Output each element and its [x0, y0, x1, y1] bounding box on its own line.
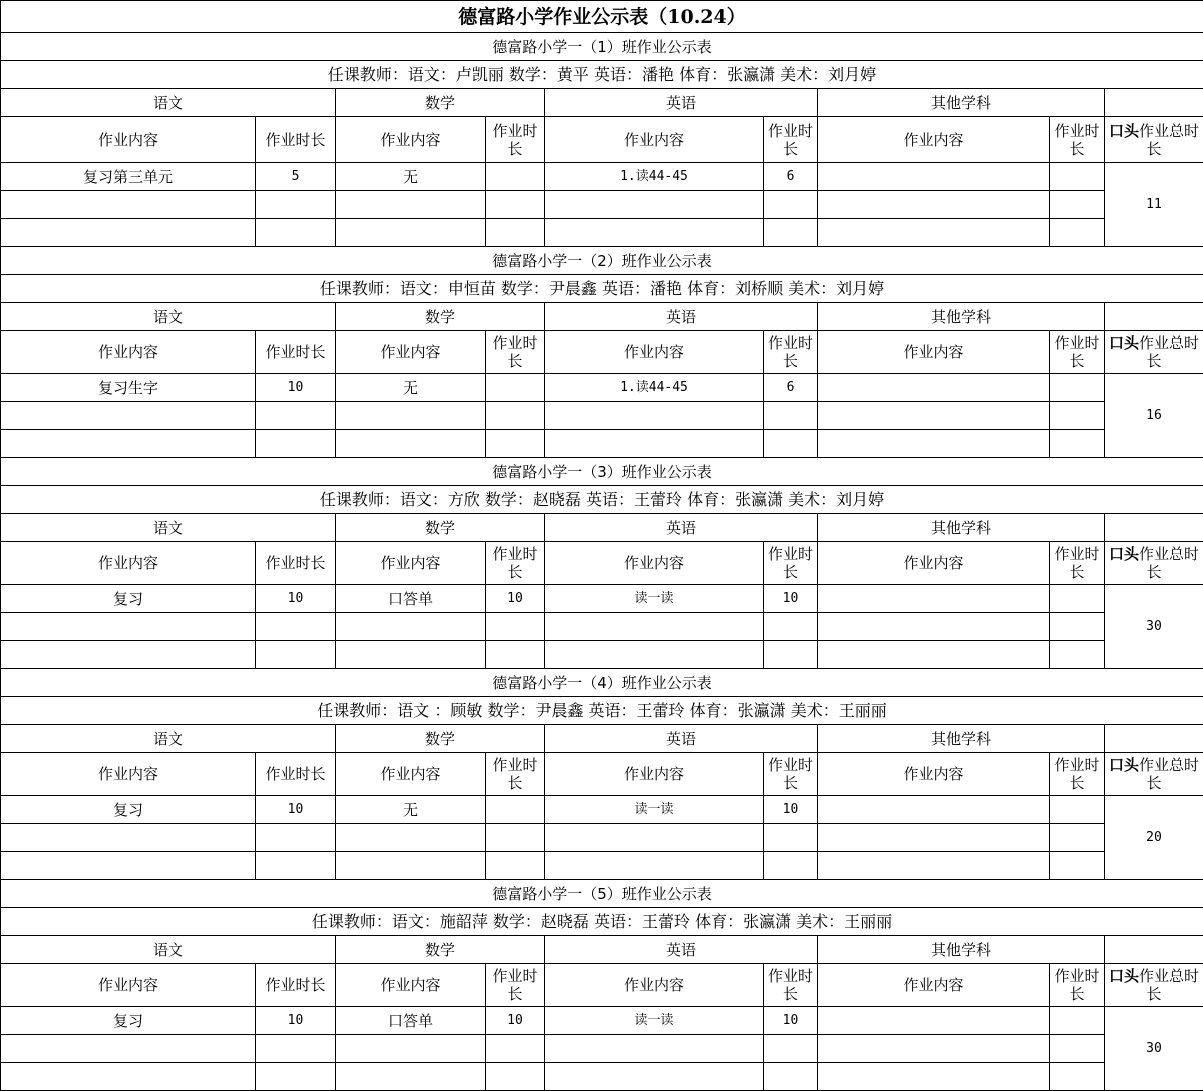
math-duration	[486, 163, 545, 191]
math-homework	[336, 824, 486, 852]
column-header-duration: 作业时长	[1050, 117, 1105, 163]
other-duration	[1050, 1007, 1105, 1035]
column-header-content: 作业内容	[336, 117, 486, 163]
column-header-duration: 作业时长	[486, 117, 545, 163]
english-homework	[545, 402, 764, 430]
chinese-duration: 10	[256, 796, 336, 824]
class-title: 德富路小学一（4）班作业公示表	[1, 669, 1203, 697]
math-duration	[486, 219, 545, 247]
english-homework	[545, 613, 764, 641]
english-homework	[545, 852, 764, 880]
column-header-duration: 作业时长	[486, 542, 545, 585]
english-homework	[545, 641, 764, 669]
chinese-homework	[1, 824, 256, 852]
column-header-oral-total	[1105, 542, 1203, 585]
oral-total-rest: 作业总时长	[1139, 122, 1199, 158]
other-duration	[1050, 430, 1105, 458]
subject-header-math: 数学	[336, 514, 545, 542]
column-header-duration: 作业时长	[764, 753, 818, 796]
math-duration	[486, 402, 545, 430]
other-homework	[818, 1035, 1050, 1063]
chinese-homework: 复习	[1, 585, 256, 613]
column-header-content: 作业内容	[818, 117, 1050, 163]
table-row	[1, 641, 1203, 669]
column-header-duration: 作业时长	[764, 331, 818, 374]
table-row	[1, 852, 1203, 880]
column-header-oral-total	[1105, 331, 1203, 374]
column-header-content: 作业内容	[1, 542, 256, 585]
math-duration	[486, 824, 545, 852]
chinese-duration: 5	[256, 163, 336, 191]
other-homework	[818, 1007, 1050, 1035]
math-duration	[486, 1063, 545, 1091]
chinese-homework	[1, 191, 256, 219]
math-duration	[486, 796, 545, 824]
subject-header-other: 其他学科	[818, 936, 1105, 964]
other-homework	[818, 796, 1050, 824]
table-row	[1, 1063, 1203, 1091]
oral-total-value: 20	[1105, 796, 1203, 880]
english-duration	[764, 191, 818, 219]
subject-header-blank	[1105, 514, 1203, 542]
english-homework	[545, 1063, 764, 1091]
column-header-content: 作业内容	[1, 964, 256, 1007]
chinese-homework: 复习生字	[1, 374, 256, 402]
oral-total-value: 11	[1105, 163, 1203, 247]
column-header-duration: 作业时长	[256, 542, 336, 585]
subject-header-other: 其他学科	[818, 303, 1105, 331]
english-homework: 1.读44-45	[545, 374, 764, 402]
math-homework	[336, 430, 486, 458]
chinese-duration	[256, 219, 336, 247]
math-duration	[486, 430, 545, 458]
column-header-duration: 作业时长	[764, 964, 818, 1007]
other-homework	[818, 219, 1050, 247]
chinese-homework	[1, 1063, 256, 1091]
column-header-content: 作业内容	[545, 542, 764, 585]
column-header-content: 作业内容	[818, 331, 1050, 374]
column-header-duration: 作业时长	[1050, 542, 1105, 585]
class-title: 德富路小学一（1）班作业公示表	[1, 33, 1203, 61]
column-header-duration: 作业时长	[256, 331, 336, 374]
subject-header-blank	[1105, 725, 1203, 753]
chinese-homework	[1, 1035, 256, 1063]
column-header-oral-total	[1105, 117, 1203, 163]
english-homework: 读一读	[545, 796, 764, 824]
column-header-content: 作业内容	[336, 753, 486, 796]
english-duration	[764, 1063, 818, 1091]
english-duration	[764, 852, 818, 880]
english-homework	[545, 1035, 764, 1063]
other-homework	[818, 613, 1050, 641]
oral-total-prefix: 口头	[1109, 756, 1139, 774]
english-duration	[764, 430, 818, 458]
oral-total-prefix: 口头	[1109, 334, 1139, 352]
chinese-duration	[256, 1035, 336, 1063]
oral-total-rest: 作业总时长	[1139, 967, 1199, 1003]
table-row	[1, 796, 1203, 824]
other-duration	[1050, 585, 1105, 613]
other-duration	[1050, 1035, 1105, 1063]
other-duration	[1050, 191, 1105, 219]
english-homework: 1.读44-45	[545, 163, 764, 191]
english-duration	[764, 641, 818, 669]
class-title: 德富路小学一（5）班作业公示表	[1, 880, 1203, 908]
class-title: 德富路小学一（3）班作业公示表	[1, 458, 1203, 486]
other-homework	[818, 402, 1050, 430]
oral-total-value: 30	[1105, 1007, 1203, 1091]
chinese-duration	[256, 852, 336, 880]
chinese-duration	[256, 402, 336, 430]
chinese-duration	[256, 430, 336, 458]
chinese-duration: 10	[256, 1007, 336, 1035]
column-header-content: 作业内容	[545, 117, 764, 163]
other-homework	[818, 585, 1050, 613]
other-homework	[818, 374, 1050, 402]
math-homework: 口答单	[336, 1007, 486, 1035]
math-duration	[486, 852, 545, 880]
table-row	[1, 163, 1203, 191]
english-duration: 10	[764, 1007, 818, 1035]
column-header-content: 作业内容	[545, 753, 764, 796]
math-duration: 10	[486, 585, 545, 613]
column-header-duration: 作业时长	[764, 542, 818, 585]
table-row	[1, 1035, 1203, 1063]
chinese-homework	[1, 219, 256, 247]
chinese-duration	[256, 824, 336, 852]
teacher-list: 任课教师：语文：卢凯丽 数学：黄平 英语：潘艳 体育：张瀛潇 美术：刘月婷	[1, 61, 1203, 89]
teacher-list: 任课教师：语文：申恒苗 数学：尹晨鑫 英语：潘艳 体育：刘桥顺 美术：刘月婷	[1, 275, 1203, 303]
chinese-homework	[1, 641, 256, 669]
subject-header-math: 数学	[336, 725, 545, 753]
column-header-content: 作业内容	[818, 964, 1050, 1007]
subject-header-blank	[1105, 936, 1203, 964]
math-homework: 无	[336, 796, 486, 824]
math-homework	[336, 219, 486, 247]
table-row	[1, 585, 1203, 613]
chinese-homework	[1, 430, 256, 458]
table-row	[1, 430, 1203, 458]
english-duration: 6	[764, 374, 818, 402]
table-row	[1, 613, 1203, 641]
chinese-duration: 10	[256, 374, 336, 402]
subject-header-other: 其他学科	[818, 725, 1105, 753]
column-header-content: 作业内容	[1, 117, 256, 163]
column-header-duration: 作业时长	[256, 753, 336, 796]
other-duration	[1050, 613, 1105, 641]
teacher-list: 任课教师：语文 ：顾敏 数学：尹晨鑫 英语：王蕾玲 体育：张瀛潇 美术：王丽丽	[1, 697, 1203, 725]
english-duration	[764, 402, 818, 430]
subject-header-chinese: 语文	[1, 303, 336, 331]
english-homework	[545, 430, 764, 458]
math-duration	[486, 1035, 545, 1063]
column-header-content: 作业内容	[336, 542, 486, 585]
oral-total-rest: 作业总时长	[1139, 334, 1199, 370]
subject-header-english: 英语	[545, 725, 818, 753]
math-homework	[336, 191, 486, 219]
subject-header-blank	[1105, 303, 1203, 331]
chinese-homework: 复习第三单元	[1, 163, 256, 191]
table-row	[1, 824, 1203, 852]
math-homework: 无	[336, 374, 486, 402]
subject-header-chinese: 语文	[1, 89, 336, 117]
column-header-content: 作业内容	[818, 753, 1050, 796]
column-header-duration: 作业时长	[256, 117, 336, 163]
chinese-homework: 复习	[1, 1007, 256, 1035]
math-homework	[336, 641, 486, 669]
column-header-duration: 作业时长	[1050, 331, 1105, 374]
other-homework	[818, 852, 1050, 880]
math-homework	[336, 613, 486, 641]
other-duration	[1050, 824, 1105, 852]
chinese-duration	[256, 613, 336, 641]
subject-header-english: 英语	[545, 514, 818, 542]
subject-header-math: 数学	[336, 936, 545, 964]
column-header-content: 作业内容	[336, 964, 486, 1007]
other-homework	[818, 1063, 1050, 1091]
english-homework	[545, 824, 764, 852]
english-homework: 读一读	[545, 1007, 764, 1035]
subject-header-chinese: 语文	[1, 725, 336, 753]
english-duration: 10	[764, 585, 818, 613]
subject-header-other: 其他学科	[818, 89, 1105, 117]
math-homework: 口答单	[336, 585, 486, 613]
column-header-content: 作业内容	[336, 331, 486, 374]
oral-total-value: 30	[1105, 585, 1203, 669]
column-header-duration: 作业时长	[1050, 753, 1105, 796]
other-duration	[1050, 374, 1105, 402]
column-header-content: 作业内容	[545, 964, 764, 1007]
other-homework	[818, 430, 1050, 458]
math-homework: 无	[336, 163, 486, 191]
column-header-content: 作业内容	[1, 331, 256, 374]
oral-total-prefix: 口头	[1109, 545, 1139, 563]
chinese-homework	[1, 402, 256, 430]
column-header-oral-total	[1105, 964, 1203, 1007]
math-homework	[336, 1035, 486, 1063]
column-header-duration: 作业时长	[1050, 964, 1105, 1007]
english-duration	[764, 824, 818, 852]
table-row	[1, 402, 1203, 430]
subject-header-english: 英语	[545, 303, 818, 331]
english-duration	[764, 219, 818, 247]
other-homework	[818, 163, 1050, 191]
chinese-duration	[256, 641, 336, 669]
chinese-homework: 复习	[1, 796, 256, 824]
other-duration	[1050, 641, 1105, 669]
subject-header-other: 其他学科	[818, 514, 1105, 542]
oral-total-prefix: 口头	[1109, 122, 1139, 140]
english-duration	[764, 613, 818, 641]
column-header-oral-total	[1105, 753, 1203, 796]
oral-total-rest: 作业总时长	[1139, 756, 1199, 792]
subject-header-math: 数学	[336, 89, 545, 117]
subject-header-math: 数学	[336, 303, 545, 331]
column-header-duration: 作业时长	[764, 117, 818, 163]
class-title: 德富路小学一（2）班作业公示表	[1, 247, 1203, 275]
table-row	[1, 191, 1203, 219]
subject-header-english: 英语	[545, 936, 818, 964]
other-duration	[1050, 163, 1105, 191]
column-header-duration: 作业时长	[256, 964, 336, 1007]
oral-total-value: 16	[1105, 374, 1203, 458]
math-duration	[486, 641, 545, 669]
table-row	[1, 374, 1203, 402]
column-header-duration: 作业时长	[486, 331, 545, 374]
other-duration	[1050, 796, 1105, 824]
math-homework	[336, 402, 486, 430]
subject-header-chinese: 语文	[1, 514, 336, 542]
oral-total-prefix: 口头	[1109, 967, 1139, 985]
math-homework	[336, 852, 486, 880]
subject-header-blank	[1105, 89, 1203, 117]
chinese-homework	[1, 852, 256, 880]
english-duration	[764, 1035, 818, 1063]
other-homework	[818, 824, 1050, 852]
column-header-content: 作业内容	[545, 331, 764, 374]
math-duration	[486, 191, 545, 219]
other-homework	[818, 191, 1050, 219]
subject-header-chinese: 语文	[1, 936, 336, 964]
column-header-duration: 作业时长	[486, 964, 545, 1007]
chinese-duration: 10	[256, 585, 336, 613]
chinese-homework	[1, 613, 256, 641]
table-row	[1, 219, 1203, 247]
english-homework	[545, 219, 764, 247]
subject-header-english: 英语	[545, 89, 818, 117]
math-duration	[486, 374, 545, 402]
english-homework	[545, 191, 764, 219]
other-duration	[1050, 1063, 1105, 1091]
english-duration: 10	[764, 796, 818, 824]
chinese-duration	[256, 1063, 336, 1091]
teacher-list: 任课教师：语文：施韶萍 数学：赵晓磊 英语：王蕾玲 体育：张瀛潇 美术：王丽丽	[1, 908, 1203, 936]
english-homework: 读一读	[545, 585, 764, 613]
column-header-duration: 作业时长	[486, 753, 545, 796]
other-duration	[1050, 219, 1105, 247]
other-duration	[1050, 402, 1105, 430]
page-title: 德富路小学作业公示表（10.24）	[1, 1, 1203, 33]
table-row	[1, 1007, 1203, 1035]
math-homework	[336, 1063, 486, 1091]
math-duration	[486, 613, 545, 641]
english-duration: 6	[764, 163, 818, 191]
teacher-list: 任课教师：语文：方欣 数学：赵晓磊 英语：王蕾玲 体育：张瀛潇 美术：刘月婷	[1, 486, 1203, 514]
column-header-content: 作业内容	[1, 753, 256, 796]
chinese-duration	[256, 191, 336, 219]
column-header-content: 作业内容	[818, 542, 1050, 585]
other-duration	[1050, 852, 1105, 880]
oral-total-rest: 作业总时长	[1139, 545, 1199, 581]
other-homework	[818, 641, 1050, 669]
math-duration: 10	[486, 1007, 545, 1035]
